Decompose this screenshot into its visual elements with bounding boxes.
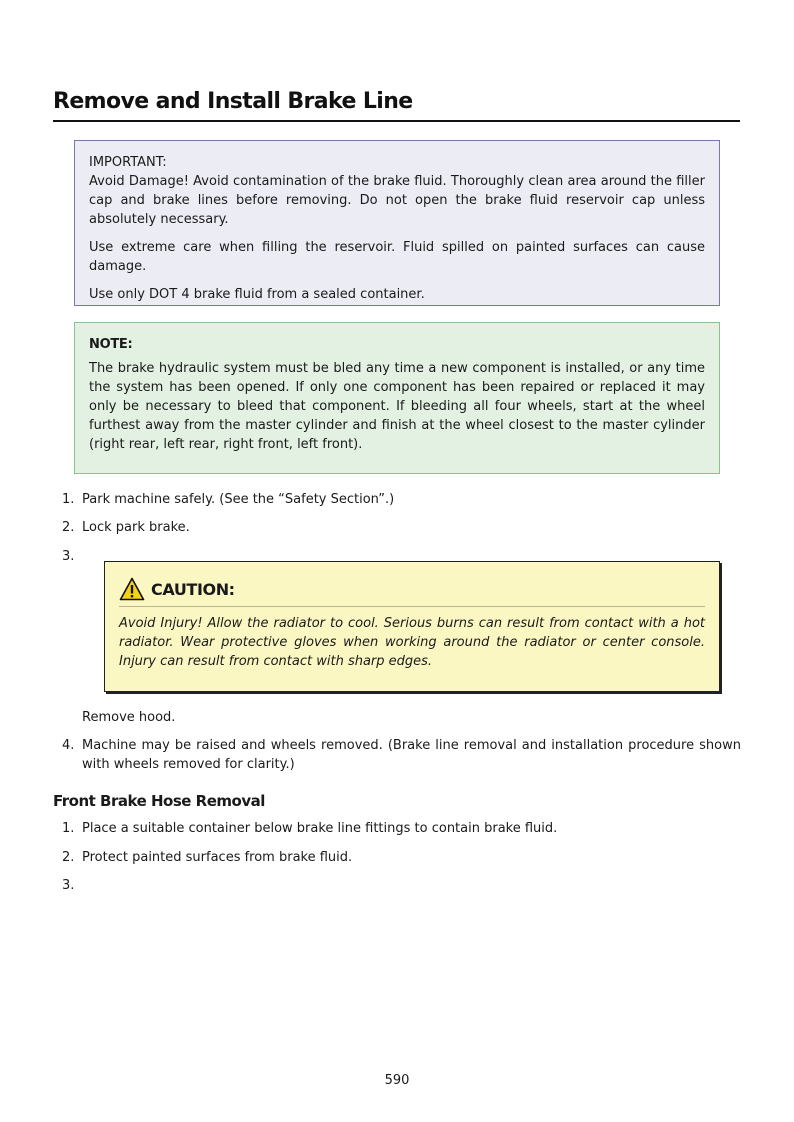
note-box: [74, 322, 720, 474]
list-item: [62, 518, 190, 537]
caution-box: [104, 561, 720, 692]
important-paragraph: Avoid Damage! Avoid contamination of the brake fluid. Thoroughly clean area around the filler cap and brake lines before removing. Do not open the brake fluid reservoir cap unless absolutely necessary.: [89, 174, 705, 227]
caution-text: Avoid Injury! Allow the radiator to cool. Serious burns can result from contact with a hot radiator. Wear protective gloves when working around the radiator or center console. Injury can result from contact with sharp edges.: [119, 616, 705, 669]
caution-header: [119, 572, 705, 607]
step-number: 1.: [62, 492, 75, 507]
step-text: Park machine safely. (See the “Safety Section”.): [82, 492, 395, 507]
step-number: 3.: [62, 878, 75, 893]
step-3-text: Remove hood.: [82, 710, 176, 725]
step-number: 3.: [62, 549, 75, 564]
list-item: [62, 490, 394, 509]
step-number: 4.: [62, 738, 75, 753]
list-item: [62, 876, 82, 895]
important-paragraph: Use only DOT 4 brake fluid from a sealed container.: [89, 287, 425, 302]
note-text: The brake hydraulic system must be bled any time a new component is installed, or any time the system has been opened. If only one component has been repaired or replaced it may only be necessary to bleed that component. If bleeding all four wheels, start at the wheel furthest away from the master cylinder and finish at the wheel closest to the master cylinder (right rear, left rear, right front, left front).: [89, 361, 705, 452]
important-paragraph: Use extreme care when filling the reservoir. Fluid spilled on painted surfaces can cause damage.: [89, 240, 705, 274]
page-title: Remove and Install Brake Line: [53, 88, 740, 122]
subsection-title: Front Brake Hose Removal: [53, 792, 265, 810]
step-number: 2.: [62, 850, 75, 865]
step-text: Protect painted surfaces from brake fluid.: [82, 850, 353, 865]
list-item: [62, 736, 742, 774]
important-heading: IMPORTANT:: [89, 155, 167, 170]
important-box: [74, 140, 720, 306]
note-heading: NOTE:: [89, 337, 133, 352]
step-text: Machine may be raised and wheels removed. (Brake line removal and installation procedure shown with wheels removed for clarity.): [82, 738, 741, 772]
list-item: [62, 819, 557, 838]
step-text: Lock park brake.: [82, 520, 190, 535]
list-item: [62, 547, 82, 566]
caution-heading: CAUTION:: [151, 579, 235, 599]
page-number: 590: [384, 1073, 410, 1088]
list-item: [62, 848, 352, 867]
warning-triangle-icon: [119, 577, 145, 601]
step-number: 1.: [62, 821, 75, 836]
step-number: 2.: [62, 520, 75, 535]
step-text: Place a suitable container below brake line fittings to contain brake fluid.: [82, 821, 558, 836]
